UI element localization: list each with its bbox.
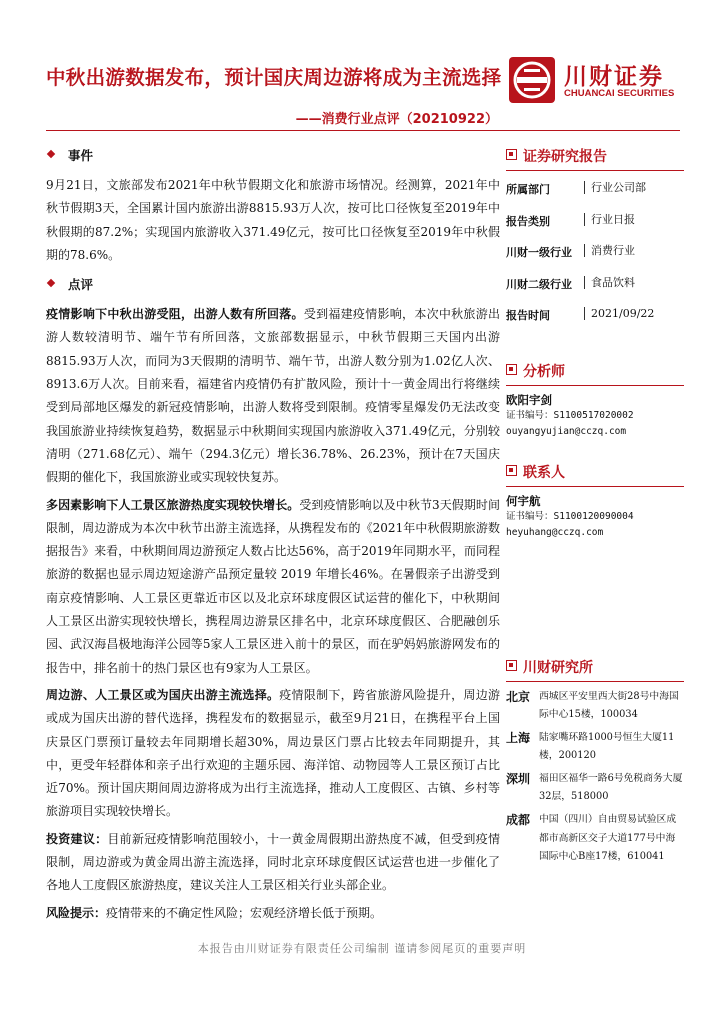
contact-email: heyuhang@cczq.com (506, 526, 604, 538)
event-heading: 事件 (46, 146, 500, 168)
page-subtitle: ——消费行业点评（20210922） (295, 112, 498, 127)
report-heading: 证券研究报告 (506, 146, 684, 171)
info-row-industry-1: 川财一级行业 消费行业 (506, 244, 635, 259)
diamond-icon (47, 279, 55, 287)
office-beijing: 北京 西城区平安里西大街28号中海国际中心15楼，100034 (506, 689, 679, 721)
office-shenzhen: 深圳 福田区福华一路6号免税商务大厦32层，518000 (506, 771, 683, 803)
comment-paragraph-1: 疫情影响下中秋出游受阻，出游人数有所回落。受到福建疫情影响，本次中秋旅游出游人数较清明节、端午节有所回落，文旅部数据显示，中秋节假期三天国内出游8815.93万人次，而同为3天假期的清明节、端午节，出游人数分别为1.02亿人次、8913.6万人次。目前来看，福建省内疫情仍有扩散风险，预计十一黄金周出行将继续受到局部地区爆发的新冠疫情影响，出游人数将受到限制。疫情零星爆发仍无法改变我国旅游业持续恢复趋势，数据显示中秋期间实现国内旅游收入371.49亿元，分别较清明（271.68亿元）、端午（294.3亿元）增长36.78%、26.23%，预计在7天国庆假期的催化下，我国旅游业或实现较快复苏。 (46, 307, 500, 485)
page-title: 中秋出游数据发布，预计国庆周边游将成为主流选择 (46, 66, 502, 89)
investment-advice: 投资建议：目前新冠疫情影响范围较小，十一黄金周假期出游热度不减，但受到疫情限制，周边游或为黄金周出游主流选择，同时北京环球度假区试运营也进一步催化了各地人工度假区旅游热度，建议关注人工景区相关行业头部企业。 (46, 831, 500, 893)
logo-text-cn: 川财证券 (564, 64, 664, 90)
analyst-heading: 分析师 (506, 361, 684, 386)
office-shanghai: 上海 陆家嘴环路1000号恒生大厦11楼，200120 (506, 730, 675, 762)
info-row-date: 报告时间 2021/09/22 (506, 307, 655, 322)
logo-mark-icon (508, 56, 556, 104)
header-divider (46, 130, 680, 131)
footer-disclaimer: 本报告由川财证券有限责任公司编制 谨请参阅尾页的重要声明 (197, 942, 527, 955)
institute-heading: 川财研究所 (506, 657, 684, 682)
comment-heading: 点评 (46, 275, 500, 297)
risk-warning: 风险提示：疫情带来的不确定性风险；宏观经济增长低于预期。 (46, 905, 383, 920)
contact-name: 何宇航 (506, 493, 541, 508)
square-icon (506, 660, 517, 671)
analyst-email: ouyangyujian@cczq.com (506, 425, 627, 437)
info-row-dept: 所属部门 行业公司部 (506, 181, 646, 196)
info-row-industry-2: 川财二级行业 食品饮料 (506, 275, 635, 291)
info-row-type: 报告类别 行业日报 (506, 212, 635, 228)
square-icon (506, 149, 517, 160)
contact-cert: 证书编号：S1100120090004 (506, 510, 634, 522)
analyst-name: 欧阳宇剑 (506, 392, 552, 407)
comment-paragraph-2: 多因素影响下人工景区旅游热度实现较快增长。受到疫情影响以及中秋节3天假期时间限制，周边游成为本次中秋节出游主流选择，从携程发布的《2021年中秋假期旅游数据报告》来看，中秋期间周边游预定人数占比达56%，高于2019年同期水平，而同程旅游的数据也显示周边短途游产品预定量较 2019 年增长46%。在暑假亲子出游受到南京疫情影响、人工景区更靠近市区以及北京环球度假区试运营的催化下，中秋期间人工景区出游实现较快增长，携程周边游景区排名中，北京环球度假区、合肥融创乐园、武汉海昌极地海洋公园等5家人工景区进入前十的景区，而在驴妈妈旅游网发布的报告中，排名前十的热门景区也有9家为人工景区。 (46, 497, 500, 675)
logo-text-en: CHUANCAI SECURITIES (564, 88, 675, 99)
office-chengdu: 成都 中国（四川）自由贸易试验区成都市高新区交子大道177号中海国际中心B座17楼，610041 (506, 813, 677, 863)
sidebar (506, 146, 684, 871)
company-logo (508, 56, 684, 106)
square-icon (506, 364, 517, 375)
contact-heading: 联系人 (506, 462, 684, 487)
comment-paragraph-3: 周边游、人工景区或为国庆出游主流选择。疫情限制下，跨省旅游风险提升，周边游或成为国庆出游的替代选择，携程发布的数据显示，截至9月21日，在携程平台上国庆景区门票预订量较去年同期增长超30%，周边景区门票占比较去年同期提升，其中，更受年轻群体和亲子出行欢迎的主题乐园、海洋馆、动物园等人工景区预订占比近70%。预计国庆期间周边游将成为出行主流选择，推动人工度假区、古镇、乡村等旅游项目实现较快增长。 (46, 687, 500, 819)
main-content (46, 146, 500, 929)
analyst-cert: 证书编号：S1100517020002 (506, 409, 634, 421)
square-icon (506, 465, 517, 476)
event-text: 9月21日，文旅部发布2021年中秋节假期文化和旅游市场情况。经测算，2021年中秋节假期3天，全国累计国内旅游出游8815.93万人次，按可比口径恢复至2019年中秋假期的87.2%；实现国内旅游收入371.49亿元，按可比口径恢复至2019年中秋假期的78.6%。 (46, 178, 500, 262)
diamond-icon (47, 150, 55, 158)
